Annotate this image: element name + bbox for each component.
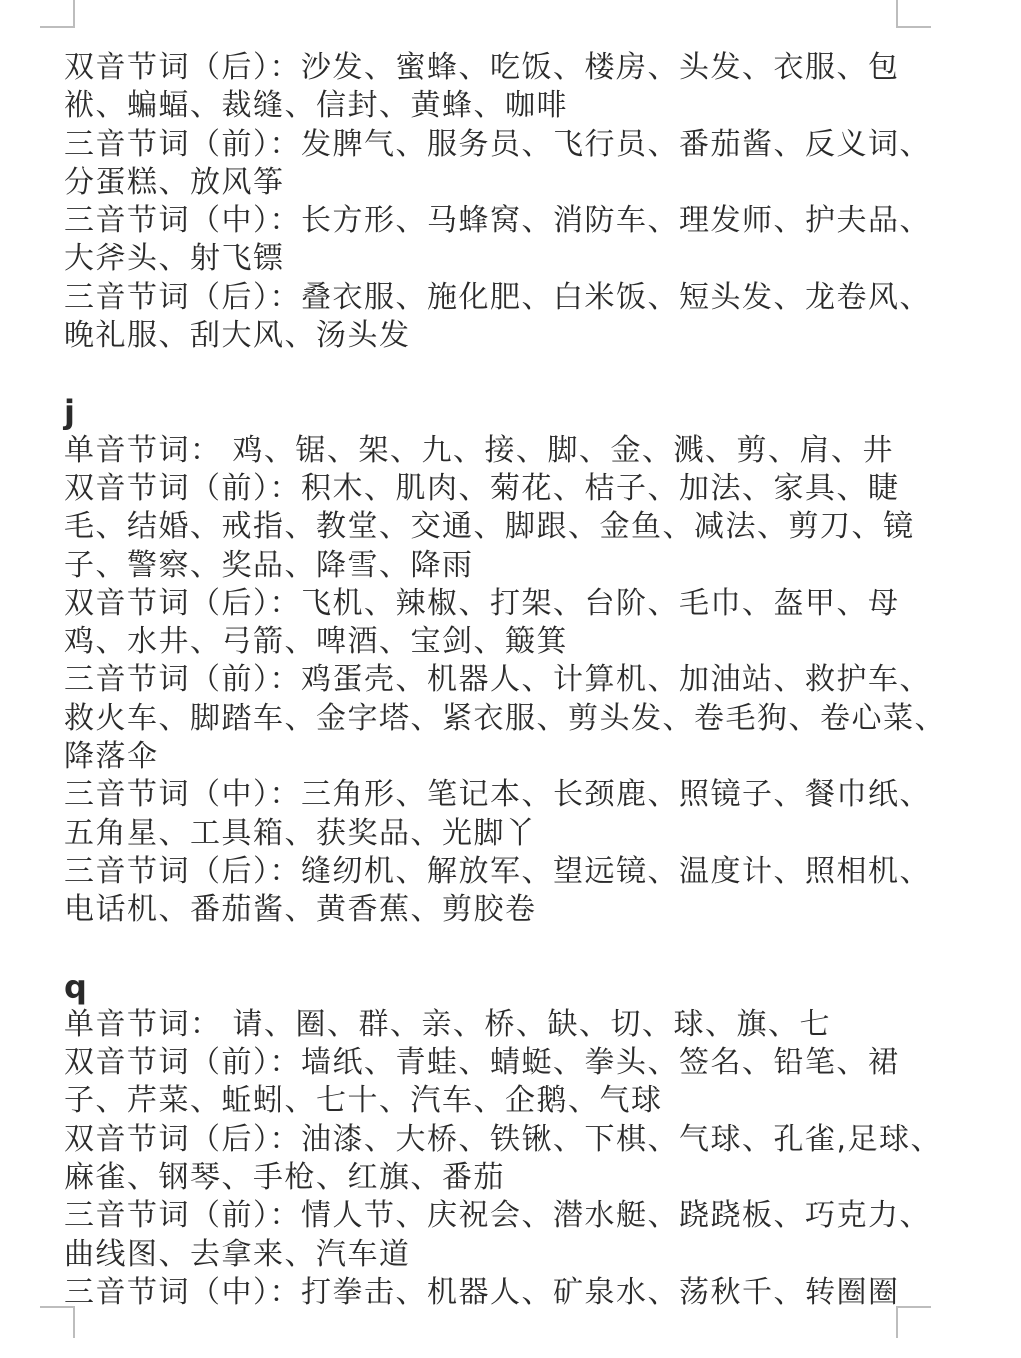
word-list-line: 单音节词： 鸡、锯、架、九、接、脚、金、溅、剪、肩、井 [64, 432, 895, 468]
word-list-line: 双音节词（后）：沙发、蜜蜂、吃饭、楼房、头发、衣服、包袱、蝙蝠、裁缝、信封、黄蜂、咖啡 [64, 50, 900, 124]
crop-mark-top-right [896, 0, 898, 28]
word-list-line: 三音节词（中）：长方形、马蜂窝、消防车、理发师、护夫品、大斧头、射飞镖 [64, 203, 931, 277]
word-list-line: 双音节词（后）：飞机、辣椒、打架、台阶、毛巾、盔甲、母鸡、水井、弓箭、啤酒、宝剑、簸箕 [64, 585, 900, 660]
section-heading-j: j [64, 393, 75, 432]
word-list-line: 三音节词（后）：缝纫机、解放军、望远镜、温度计、照相机、电话机、番茄酱、黄香蕉、剪胶卷 [64, 853, 931, 928]
word-group-j [64, 393, 954, 929]
word-list-line: 三音节词（前）：鸡蛋壳、机器人、计算机、加油站、救护车、救火车、脚踏车、金字塔、紧衣服、剪头发、卷毛狗、卷心菜、降落伞 [64, 662, 946, 775]
word-list-line: 三音节词（中）：打拳击、机器人、矿泉水、荡秋千、转圈圈 [64, 1274, 900, 1310]
word-list-line: 单音节词： 请、圈、群、亲、桥、缺、切、球、旗、七 [64, 1006, 832, 1042]
word-list-line: 三音节词（前）：发脾气、服务员、飞行员、番茄酱、反义词、分蛋糕、放风筝 [64, 126, 931, 200]
crop-mark-top-left [40, 26, 75, 28]
section-heading-q: q [64, 967, 87, 1006]
word-list-line: 三音节词（中）：三角形、笔记本、长颈鹿、照镜子、餐巾纸、五角星、工具箱、获奖品、光脚丫 [64, 777, 931, 851]
word-group-f-continued [64, 49, 954, 355]
word-list-line: 双音节词（前）：积木、肌肉、菊花、桔子、加法、家具、睫毛、结婚、戒指、教堂、交通、脚跟、金鱼、减法、剪刀、镜子、警察、奖品、降雪、降雨 [64, 470, 915, 583]
word-list-line: 双音节词（前）：墙纸、青蛙、蜻蜓、拳头、签名、铅笔、裙子、芹菜、蚯蚓、七十、汽车、企鹅、气球 [64, 1045, 900, 1119]
word-list-line: 三音节词（后）：叠衣服、施化肥、白米饭、短头发、龙卷风、晚礼服、刮大风、汤头发 [64, 279, 931, 354]
word-list-line: 双音节词（后）：油漆、大桥、铁锹、下棋、气球、孔雀,足球、麻雀、钢琴、手枪、红旗、番茄 [64, 1121, 943, 1196]
word-list-line: 三音节词（前）：情人节、庆祝会、潜水艇、跷跷板、巧克力、曲线图、去拿来、汽车道 [64, 1198, 931, 1272]
document-body [64, 49, 954, 1312]
crop-mark-top-left [73, 0, 75, 28]
crop-mark-top-right [896, 26, 931, 28]
word-group-q [64, 968, 954, 1313]
